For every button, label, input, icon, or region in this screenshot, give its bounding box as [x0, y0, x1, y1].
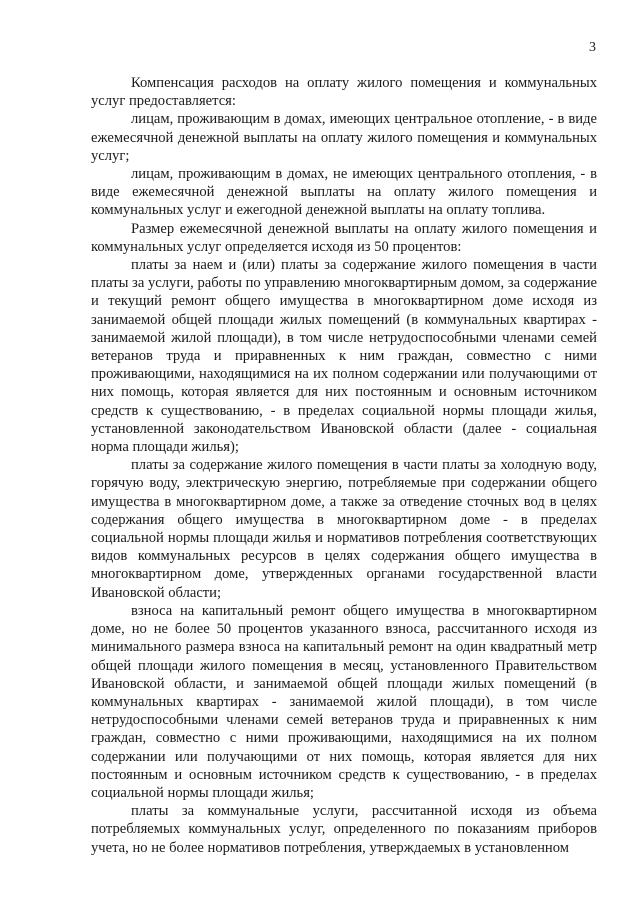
paragraph-common-property-utilities: платы за содержание жилого помещения в части платы за холодную воду, горячую воду, электрическую энергию, потребляемые при содержании общего имущества в многоквартирном доме, а также за отведение сточных вод в целях содержания общего имущества в многоквартирном доме - в пределах социальной нормы площади жилья и нормативов потребления соответствующих видов коммунальных ресурсов в целях содержания общего имущества в многоквартирном доме, утвержденных органами государственной власти Ивановской области; — [91, 457, 597, 601]
paragraph-rent-maintenance: платы за наем и (или) платы за содержание жилого помещения в части платы за услуги, работы по управлению многоквартирным домом, за содержание и текущий ремонт общего имущества в многоквартирном доме исходя из занимаемой общей площади жилых помещений (в коммунальных квартирах - занимаемой жилой площади), в том числе нетрудоспособными членами семей ветеранов труда и приравненных к ним граждан, совместно с ними проживающими, находящимися на их полном содержании или получающими от них помощь, которая является для них постоянным и основным источником средств к существованию, - в пределах социальной нормы площади жилья, установленной законодательством Ивановской области (далее - социальная норма площади жилья); — [91, 257, 597, 456]
paragraph-central-heating: лицам, проживающим в домах, имеющих центральное отопление, - в виде ежемесячной денежной выплаты на оплату жилого помещения и коммунальных услуг; — [91, 111, 597, 164]
page-number: 3 — [589, 40, 596, 55]
paragraph-capital-repair: взноса на капитальный ремонт общего имущества в многоквартирном доме, но не более 50 процентов указанного взноса, рассчитанного исходя из минимального размера взноса на капитальный ремонт на один квадратный метр общей площади жилого помещения в месяц, установленного Правительством Ивановской области, и занимаемой общей площади жилых помещений (в коммунальных квартирах - занимаемой жилой площади), в том числе нетрудоспособными членами семей ветеранов труда и приравненных к ним граждан, совместно с ними проживающими, находящимися на их полном содержании или получающими от них помощь, которая является для них постоянным и основным источником средств к существованию, - в пределах социальной нормы площади жилья; — [91, 602, 597, 801]
paragraph-utility-services: платы за коммунальные услуги, рассчитанной исходя из объема потребляемых коммунальных услуг, определенного по показаниям приборов учета, но не более нормативов потребления, утверждаемых в установленном — [91, 803, 597, 856]
document-body — [91, 74, 597, 857]
paragraph-compensation-intro: Компенсация расходов на оплату жилого помещения и коммунальных услуг предоставляется: — [91, 75, 597, 110]
paragraph-no-central-heating: лицам, проживающим в домах, не имеющих центрального отопления, - в виде ежемесячной денежной выплаты на оплату жилого помещения и коммунальных услуг и ежегодной денежной выплаты на оплату топлива. — [91, 166, 597, 219]
paragraph-payment-size: Размер ежемесячной денежной выплаты на оплату жилого помещения и коммунальных услуг определяется исходя из 50 процентов: — [91, 220, 597, 255]
